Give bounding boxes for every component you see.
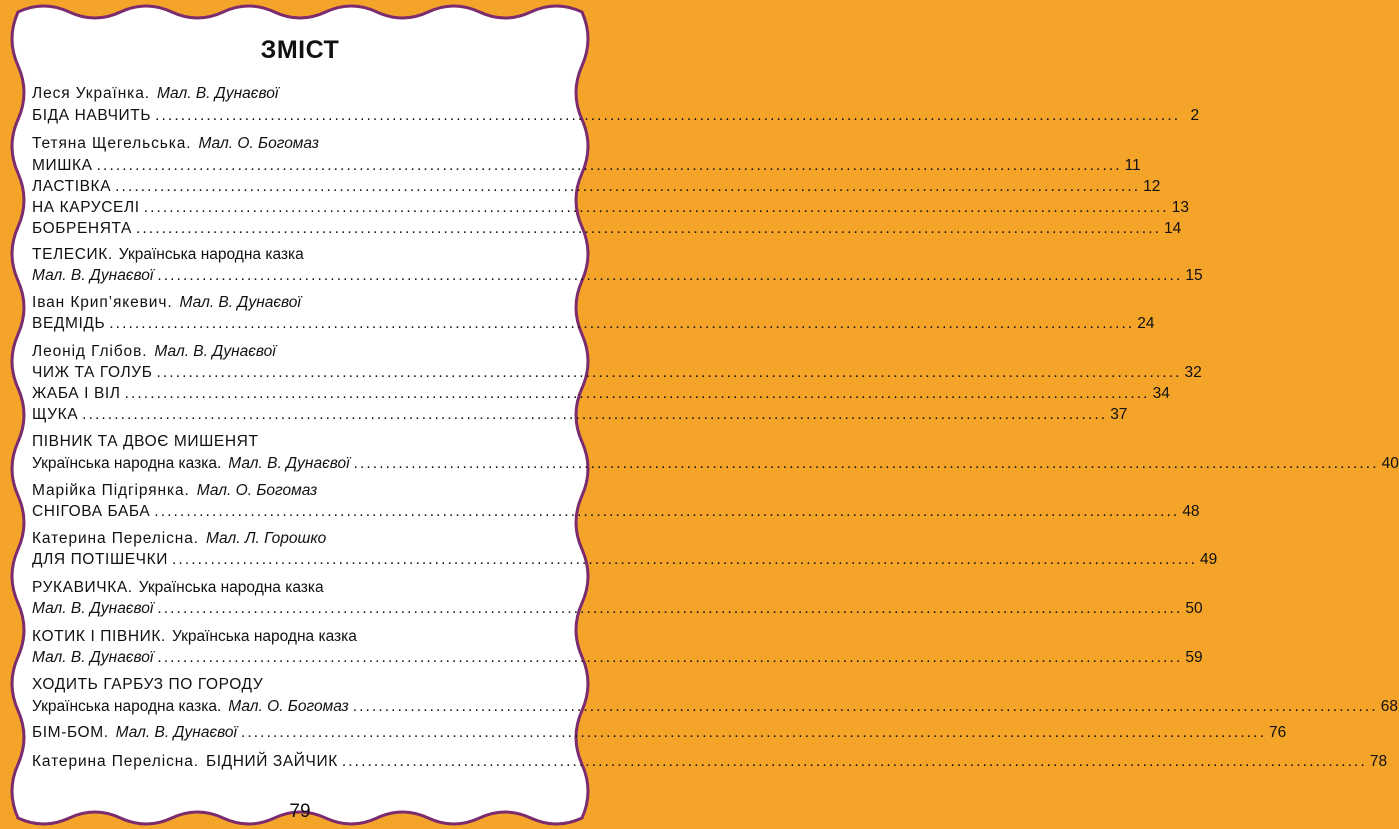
toc-item[interactable]: Мал. В. Дунаєвої ................................................................................................................................................................ 15 <box>32 267 1203 284</box>
toc-author-line: Марійка Підгірянка. Мал. О. Богомаз <box>32 482 318 499</box>
toc-author-line: Леонід Глібов. Мал. В. Дунаєвої <box>32 343 276 360</box>
toc-item[interactable]: СНІГОВА БАБА ................................................................................................................................................................ 48 <box>32 503 1200 520</box>
toc-item[interactable]: Українська народна казка. Мал. О. Богомаз ................................................................................................................................................................ 68 <box>32 698 1398 715</box>
toc-author-line: Іван Крип’якевич. Мал. В. Дунаєвої <box>32 294 301 311</box>
toc-item[interactable]: ВЕДМІДЬ ................................................................................................................................................................ 24 <box>32 315 1155 332</box>
toc-title-line[interactable]: КОТИК І ПІВНИК. Українська народна казка <box>32 628 357 645</box>
toc-item[interactable]: МИШКА ................................................................................................................................................................ 11 <box>32 157 1141 174</box>
toc-title-line[interactable]: ХОДИТЬ ГАРБУЗ ПО ГОРОДУ <box>32 676 264 693</box>
toc-author-line: Тетяна Щегельська. Мал. О. Богомаз <box>32 135 319 152</box>
toc-author-line: Катерина Перелісна. Мал. Л. Горошко <box>32 530 327 547</box>
toc-item[interactable]: ЛАСТІВКА ................................................................................................................................................................ 12 <box>32 178 1161 195</box>
toc-item[interactable]: ЖАБА І ВІЛ ................................................................................................................................................................ 34 <box>32 385 1170 402</box>
toc-item[interactable]: Катерина Перелісна. БІДНИЙ ЗАЙЧИК ................................................................................................................................................................ 78 <box>32 753 1388 770</box>
toc-author-line: Леся Українка. Мал. В. Дунаєвої <box>32 85 279 102</box>
toc-item[interactable]: ДЛЯ ПОТІШЕЧКИ ................................................................................................................................................................ 49 <box>32 551 1218 568</box>
toc-item[interactable]: ЧИЖ ТА ГОЛУБ ................................................................................................................................................................ 32 <box>32 364 1202 381</box>
toc-item[interactable]: Українська народна казка. Мал. В. Дунаєвої ................................................................................................................................................................ 40 <box>32 455 1399 472</box>
toc-title-line[interactable]: РУКАВИЧКА. Українська народна казка <box>32 579 324 596</box>
toc-title-line[interactable]: ТЕЛЕСИК. Українська народна казка <box>32 246 304 263</box>
page-title: ЗМІСТ <box>260 36 340 64</box>
toc-item[interactable]: БІМ-БОМ. Мал. В. Дунаєвої ................................................................................................................................................................ 76 <box>32 724 1287 741</box>
toc-item[interactable]: ЩУКА ................................................................................................................................................................ 37 <box>32 406 1128 423</box>
toc-item[interactable]: Мал. В. Дунаєвої ................................................................................................................................................................ 50 <box>32 600 1203 617</box>
toc-item[interactable]: Мал. В. Дунаєвої ................................................................................................................................................................ 59 <box>32 649 1203 666</box>
toc-item[interactable]: БІДА НАВЧИТЬ ................................................................................................................................................................ 2 <box>32 107 1200 124</box>
toc-title-line[interactable]: ПІВНИК ТА ДВОЄ МИШЕНЯТ <box>32 433 259 450</box>
toc-item[interactable]: НА КАРУСЕЛІ ................................................................................................................................................................ 13 <box>32 199 1189 216</box>
toc-item[interactable]: БОБРЕНЯТА ................................................................................................................................................................ 14 <box>32 220 1182 237</box>
page-number: 79 <box>289 801 311 822</box>
